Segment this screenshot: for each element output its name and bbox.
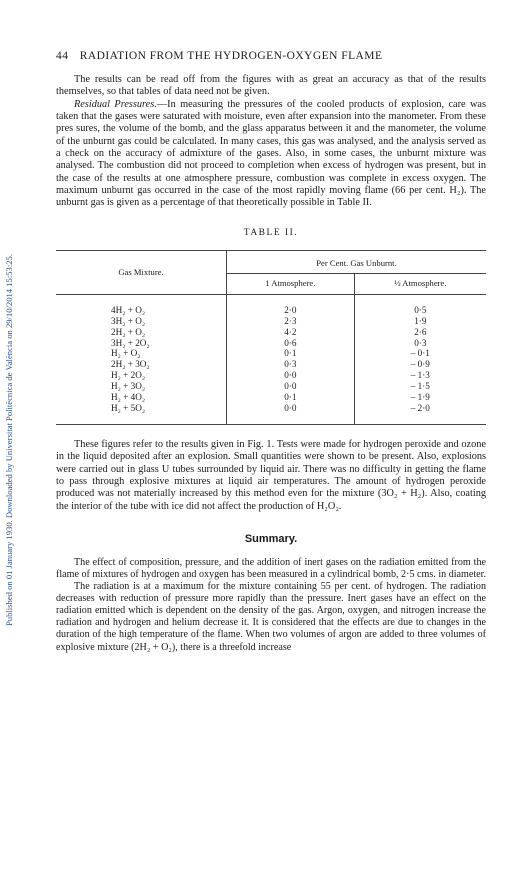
residual-pressures-heading: Residual Pressures. xyxy=(74,98,157,110)
col-header-1-atm: 1 Atmosphere. xyxy=(227,273,355,294)
col-header-gas-mixture: Gas Mixture. xyxy=(56,250,227,294)
cell-gas-mixture xyxy=(56,348,227,359)
table-row xyxy=(56,338,486,349)
cell-half-atm: 0·3 xyxy=(414,337,427,348)
cell-gas-mixture-text: H₂ + 4O₂ xyxy=(111,392,146,403)
cell-gas-mixture xyxy=(56,316,227,327)
cell-1-atm: 0·3 xyxy=(227,359,355,370)
cell-gas-mixture xyxy=(56,338,227,349)
cell-gas-mixture-text: 4H₂ + O₂ xyxy=(111,304,146,315)
cell-gas-mixture-text: 2H₂ + O₂ xyxy=(111,326,146,337)
cell-gas-mixture xyxy=(56,403,227,414)
cell-1-atm: 2·0 xyxy=(227,305,355,316)
cell-half-atm: 1·9 xyxy=(414,315,427,326)
cell-half-atm: – 1·3 xyxy=(410,370,430,381)
cell-gas-mixture xyxy=(56,370,227,381)
cell-half-atm: 2·6 xyxy=(414,326,427,337)
paragraph-residual-pressures xyxy=(56,99,486,210)
table-row xyxy=(56,370,486,381)
cell-gas-mixture-text: H₂ + 2O₂ xyxy=(111,370,146,381)
cell-gas-mixture xyxy=(56,305,227,316)
running-header xyxy=(56,50,486,62)
table-row xyxy=(56,316,486,327)
summary-paragraph-2: The radiation is at a maximum for the mixture containing 55 per cent. of hydrogen. The radiation decreases with reduction of pressure more rapidly than the pressure. Inert gases have an effect on the radiation emitted which is dependent on the density of the gas. Argon, oxygen, and nitrogen increase the radiation and hydrogen and helium decrease it. It is considered that the effects are due to changes in the duration of the high temperature of the flame. When two volumes of argon are added to three volumes of explosive mixture (2H₂ + O₂), there is a threefold increase xyxy=(56,581,486,653)
cell-gas-mixture-text: 3H₂ + O₂ xyxy=(111,315,146,326)
table-row xyxy=(56,359,486,370)
summary-heading: Summary. xyxy=(244,532,298,545)
cell-gas-mixture-text: 2H₂ + 3O₂ xyxy=(111,359,150,370)
cell-1-atm: 0·1 xyxy=(227,392,355,403)
residual-pressures-body: —In measuring the pressures of the cooled products of explosion, care was taken that the gases were saturated with moisture, even after expansion into the manometer. From these pres sures, the volume of the bomb, and the glass apparatus between it and the manometer, the volume of the unburnt gas could be calculated. In many cases, this gas was analysed, and the analysis served as a check on the accuracy of admixture of the gases. Also, in some cases, the unburnt mixture was analysed. The combustion did not proceed to completion when excess of hydrogen was present, but in the case of the results at one atmosphere pressure, combustion was complete in excess oxygen. The maximum unburnt gas occurred in the case of the most rapidly moving flame (66 per cent. H₂). The unburnt gas is given as a percentage of that theoretically possible in Table II. xyxy=(56,98,486,209)
cell-gas-mixture-text: H₂ + O₂ xyxy=(111,348,141,359)
col-header-half-atm: ½ Atmosphere. xyxy=(354,273,486,294)
table-row xyxy=(56,305,486,316)
table-row xyxy=(56,403,486,414)
download-watermark-text: Published on 01 January 1930. Downloaded by Universitat Politècnica de València on 29/10/2014 15:53:25. xyxy=(4,254,14,626)
table-row xyxy=(56,381,486,392)
cell-gas-mixture xyxy=(56,392,227,403)
cell-gas-mixture xyxy=(56,327,227,338)
page-content xyxy=(56,50,486,654)
summary-paragraph-1: The effect of composition, pressure, and the addition of inert gases on the radiation emitted from the flame of mixtures of hydrogen and oxygen has been measured in a cylindrical bomb, 2·5 cms. in diameter. xyxy=(56,556,486,580)
download-watermark xyxy=(2,90,16,790)
paragraph-1: The results can be read off from the figures with as great an accuracy as that of the results themselves, so that tables of data need not be given. xyxy=(56,74,486,98)
cell-1-atm: 0·6 xyxy=(227,338,355,349)
table-row xyxy=(56,392,486,403)
cell-half-atm: – 1·9 xyxy=(410,392,430,403)
cell-gas-mixture xyxy=(56,359,227,370)
cell-half-atm: 0·5 xyxy=(414,304,427,315)
cell-half-atm: – 1·5 xyxy=(410,381,430,392)
cell-gas-mixture-text: 3H₂ + 2O₂ xyxy=(111,337,150,348)
table-row xyxy=(56,348,486,359)
running-title: RADIATION FROM THE HYDROGEN-OXYGEN FLAME xyxy=(79,50,383,62)
cell-1-atm: 0·1 xyxy=(227,348,355,359)
cell-1-atm: 4·2 xyxy=(227,327,355,338)
cell-half-atm: – 0·1 xyxy=(410,348,430,359)
col-header-per-cent-unburnt: Per Cent. Gas Unburnt. xyxy=(227,250,487,273)
table-title: TABLE II. xyxy=(243,227,299,238)
cell-gas-mixture xyxy=(56,381,227,392)
cell-gas-mixture-text: H₂ + 3O₂ xyxy=(111,381,146,392)
cell-1-atm: 0·0 xyxy=(227,403,355,414)
table-unburnt-gas xyxy=(56,250,486,425)
cell-gas-mixture-text: H₂ + 5O₂ xyxy=(111,402,146,413)
cell-1-atm: 0·0 xyxy=(227,370,355,381)
paragraph-3: These figures refer to the results given in Fig. 1. Tests were made for hydrogen peroxide and ozone in the liquid deposited after an explosion. Small quantities were shown to be present. Also, explosions were carried out in glass U tubes surrounded by liquid air. There was no difficulty in getting the flame to pass through explosive mixtures at liquid air temperatures. The amount of hydrogen peroxide produced was not materially increased by this method even for the mixture (3O₂ + H₂). Also, coating the interior of the tube with ice did not affect the production of H₂O₂. xyxy=(56,438,486,512)
table-row xyxy=(56,327,486,338)
cell-half-atm: – 0·9 xyxy=(410,359,430,370)
cell-half-atm: – 2·0 xyxy=(410,402,430,413)
page-number: 44 xyxy=(56,50,69,62)
cell-1-atm: 0·0 xyxy=(227,381,355,392)
cell-1-atm: 2·3 xyxy=(227,316,355,327)
